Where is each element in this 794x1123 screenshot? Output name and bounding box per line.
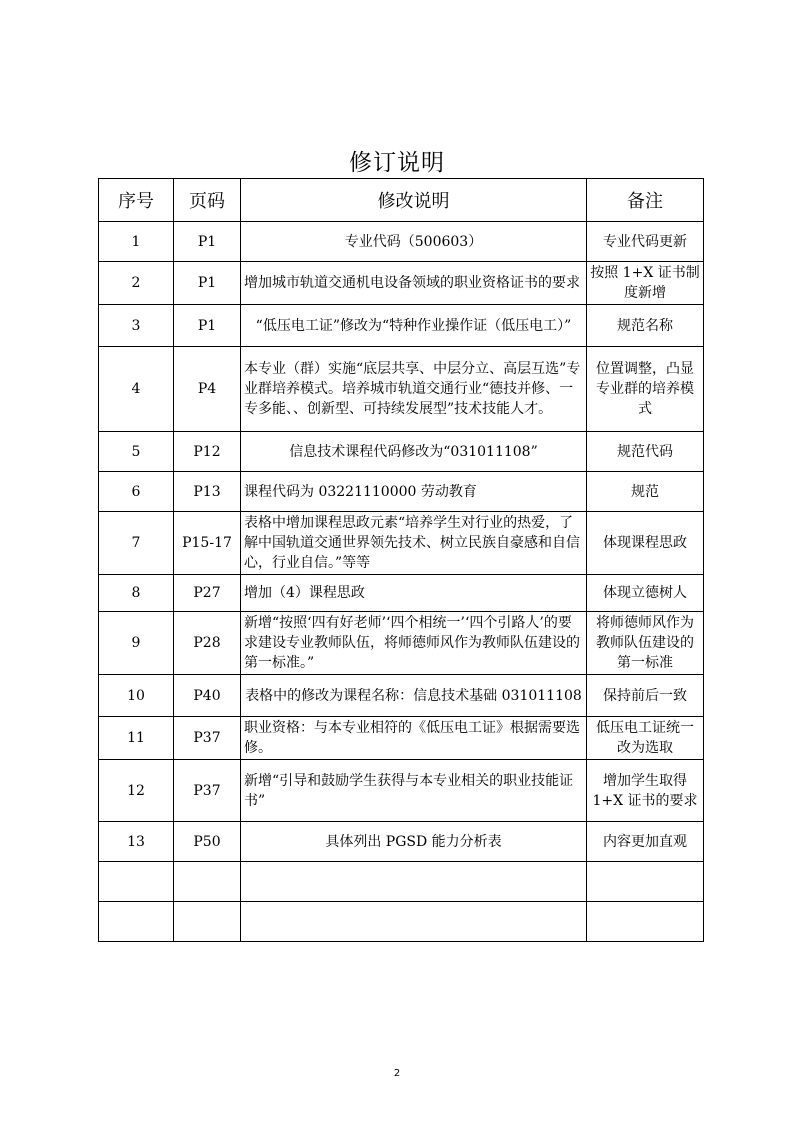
header-page: 页码 [174,179,241,222]
row-description: 增加（4）课程思政 [241,575,587,612]
row-page: P50 [174,822,241,862]
row-description: 新增“引导和鼓励学生获得与本专业相关的职业技能证书” [241,760,587,822]
row-description: 具体列出 PGSD 能力分析表 [241,822,587,862]
row-remark [587,902,704,942]
row-description: 专业代码（500603） [241,222,587,262]
row-remark [587,862,704,902]
row-remark: 内容更加直观 [587,822,704,862]
table-row [99,717,704,760]
row-remark: 体现课程思政 [587,512,704,575]
row-page: P12 [174,432,241,472]
row-page: P40 [174,675,241,717]
row-page: P37 [174,760,241,822]
row-page [174,902,241,942]
row-page: P1 [174,262,241,305]
table-row [99,822,704,862]
row-number: 4 [99,347,174,432]
table-row [99,432,704,472]
table-row [99,512,704,575]
row-page: P1 [174,222,241,262]
row-remark: 体现立德树人 [587,575,704,612]
row-page [174,862,241,902]
table-row [99,575,704,612]
row-page: P37 [174,717,241,760]
row-remark: 位置调整，凸显专业群的培养模式 [587,347,704,432]
row-page: P27 [174,575,241,612]
header-remark: 备注 [587,179,704,222]
row-remark: 规范 [587,472,704,512]
row-number: 11 [99,717,174,760]
row-description [241,902,587,942]
row-description: 信息技术课程代码修改为“031011108” [241,432,587,472]
row-remark: 增加学生取得 1+X 证书的要求 [587,760,704,822]
row-description: 课程代码为 03221110000 劳动教育 [241,472,587,512]
row-remark: 低压电工证统一改为选取 [587,717,704,760]
table-row [99,760,704,822]
table-row [99,262,704,305]
row-page: P4 [174,347,241,432]
row-number: 3 [99,305,174,347]
table-row [99,472,704,512]
row-number [99,902,174,942]
row-description: 职业资格：与本专业相符的《低压电工证》根据需要选修。 [241,717,587,760]
row-remark: 规范代码 [587,432,704,472]
row-number: 1 [99,222,174,262]
row-description: 表格中增加课程思政元素“培养学生对行业的热爱，了解中国轨道交通世界领先技术、树立民族自豪感和自信心，行业自信。”等等 [241,512,587,575]
header-number: 序号 [99,179,174,222]
row-description: 表格中的修改为课程名称：信息技术基础 031011108 [241,675,587,717]
row-description: 新增“按照‘四有好老师’‘四个相统一’‘四个引路人’的要求建设专业教师队伍，将师德师风作为教师队伍建设的第一标准。” [241,612,587,675]
row-remark: 将师德师风作为教师队伍建设的第一标准 [587,612,704,675]
row-page: P1 [174,305,241,347]
revision-table [98,178,704,942]
table-row [99,902,704,942]
row-number: 2 [99,262,174,305]
row-number [99,862,174,902]
row-number: 8 [99,575,174,612]
row-number: 6 [99,472,174,512]
row-number: 9 [99,612,174,675]
row-page: P13 [174,472,241,512]
row-number: 12 [99,760,174,822]
row-number: 7 [99,512,174,575]
row-description: 本专业（群）实施“底层共享、中层分立、高层互选”专业群培养模式。培养城市轨道交通行业“德技并修、一专多能、、创新型、可持续发展型”技术技能人才。 [241,347,587,432]
row-number: 13 [99,822,174,862]
row-page: P28 [174,612,241,675]
table-row [99,675,704,717]
row-page: P15-17 [174,512,241,575]
row-description: “低压电工证”修改为“特种作业操作证（低压电工）” [241,305,587,347]
header-description: 修改说明 [241,179,587,222]
table-header-row [99,179,704,222]
table-row [99,862,704,902]
table-row [99,222,704,262]
document-title: 修订说明 [349,150,445,176]
row-remark: 规范名称 [587,305,704,347]
table-row [99,305,704,347]
row-number: 10 [99,675,174,717]
row-description [241,862,587,902]
row-remark: 专业代码更新 [587,222,704,262]
row-remark: 保持前后一致 [587,675,704,717]
table-row [99,612,704,675]
row-remark: 按照 1+X 证书制度新增 [587,262,704,305]
row-number: 5 [99,432,174,472]
row-description: 增加城市轨道交通机电设备领域的职业资格证书的要求 [241,262,587,305]
table-row [99,347,704,432]
page-number: 2 [393,1068,401,1079]
